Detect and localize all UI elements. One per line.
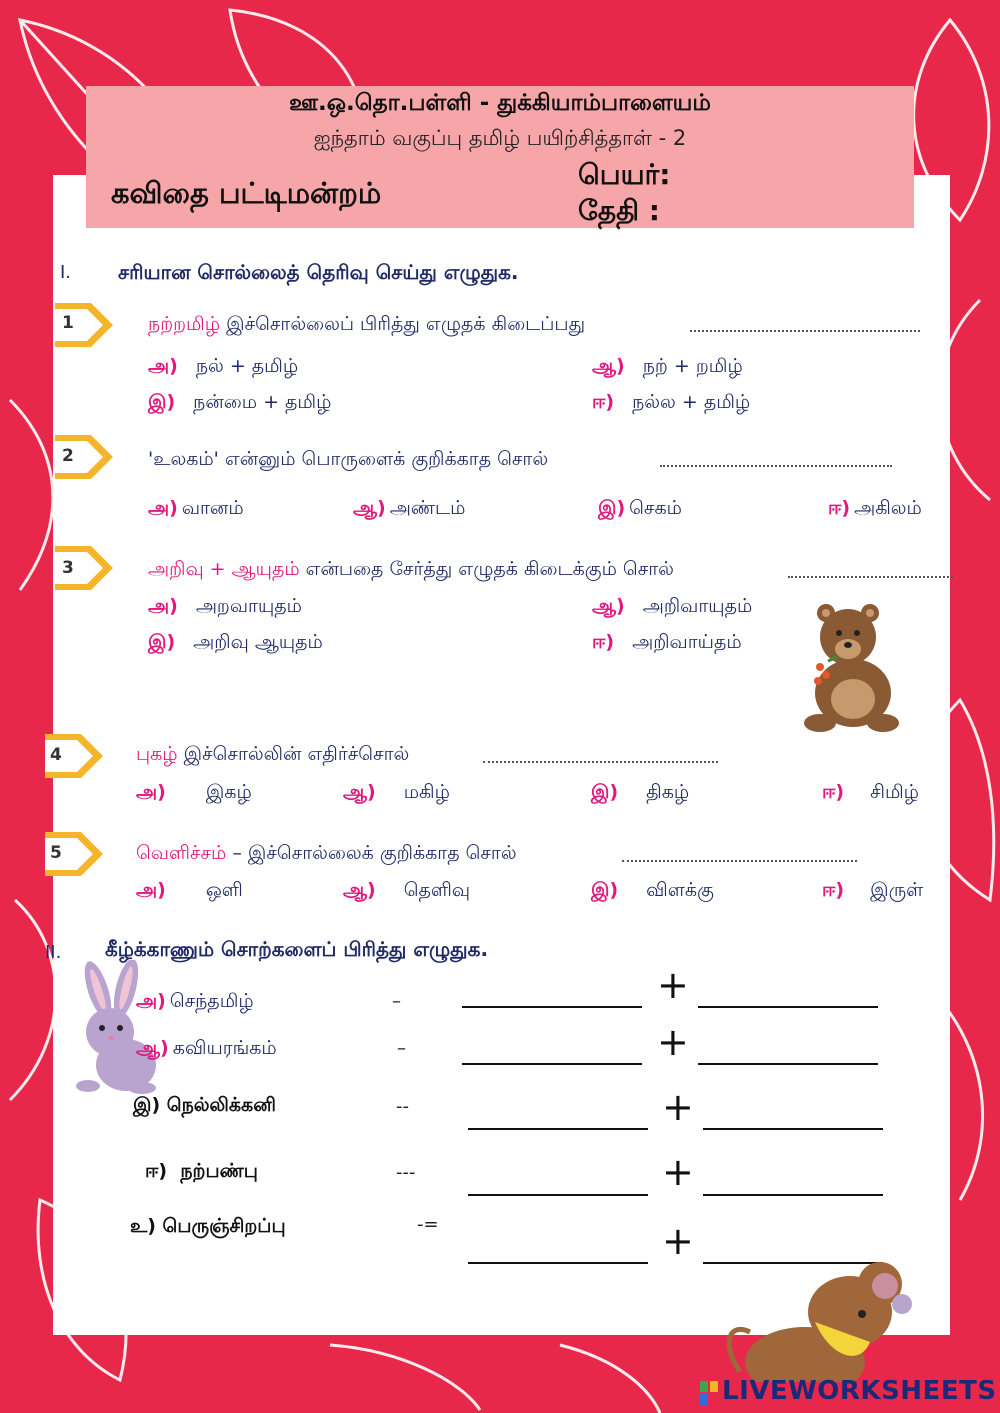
option-label: ஈ) [822, 781, 845, 803]
item-word: கவியரங்கம் [172, 1037, 277, 1059]
option-text: வானம் [181, 497, 244, 519]
rabbit-illustration-icon [68, 960, 160, 1095]
item-label: ஆ) [136, 1037, 169, 1059]
item-label: ஈ) [145, 1160, 168, 1182]
option-text: இருள் [870, 879, 924, 901]
option-text: அறிவாயுதம் [642, 595, 753, 617]
option-text: அறவாயுதம் [195, 595, 302, 617]
q4-option-d[interactable] [822, 781, 919, 806]
answer-blank-d2[interactable] [703, 1194, 883, 1196]
bear-illustration-icon [798, 595, 906, 735]
option-label: இ) [591, 781, 619, 803]
item-dash: --- [396, 1162, 416, 1183]
option-label: ஈ) [592, 631, 615, 653]
question-4-text [136, 743, 409, 768]
question-body: – இச்சொல்லைக் குறிக்காத சொல் [226, 842, 517, 864]
item-label: அ) [136, 990, 166, 1012]
option-label: ஆ) [592, 355, 625, 377]
option-label: இ) [148, 391, 176, 413]
option-label: ஆ) [592, 595, 625, 617]
option-text: அகிலம் [854, 497, 922, 519]
q3-option-c[interactable] [148, 631, 323, 656]
school-name: ஊ.ஒ.தொ.பள்ளி - துக்கியாம்பாளையம் [289, 90, 711, 116]
answer-blank[interactable] [788, 576, 953, 578]
answer-blank-a1[interactable] [462, 1006, 642, 1008]
option-text: அறிவு ஆயுதம் [193, 631, 323, 653]
answer-blank[interactable] [622, 860, 857, 862]
split-word-c [133, 1094, 276, 1119]
question-number: 5 [50, 843, 62, 863]
option-label: அ) [136, 781, 166, 803]
section2-title: கீழ்க்காணும் சொற்களைப் பிரித்து எழுதுக. [105, 937, 489, 961]
answer-blank-b2[interactable] [698, 1063, 878, 1065]
question-body: 'உலகம்' என்னும் பொருளைக் குறிக்காத சொல் [148, 448, 549, 470]
option-text: தெளிவு [403, 879, 471, 901]
worksheet-subtitle: ஐந்தாம் வகுப்பு தமிழ் பயிற்சித்தாள் - 2 [313, 126, 687, 150]
q4-option-b[interactable] [343, 781, 450, 806]
option-text: நற் + றமிழ் [642, 355, 743, 377]
option-text: திகழ் [646, 781, 690, 803]
option-text: நல்ல + தமிழ் [632, 391, 751, 413]
header-banner [86, 86, 914, 228]
option-text: நன்மை + தமிழ் [193, 391, 332, 413]
item-word: பெருஞ்சிறப்பு [162, 1215, 286, 1237]
q1-option-b[interactable] [592, 355, 743, 380]
q1-option-d[interactable] [592, 391, 750, 416]
option-text: செகம் [629, 497, 682, 519]
split-word-a [136, 990, 254, 1015]
mouse-illustration-icon [720, 1262, 920, 1382]
answer-blank-e1[interactable] [468, 1262, 648, 1264]
q5-option-c[interactable] [591, 879, 714, 904]
split-word-b [136, 1037, 277, 1062]
q3-option-b[interactable] [592, 595, 752, 620]
name-label: பெயர்: [578, 158, 671, 191]
plus-sign: + [657, 963, 689, 1007]
q2-option-b[interactable] [353, 497, 465, 522]
section2-number: II. [45, 942, 62, 963]
option-text: அறிவாய்தம் [632, 631, 742, 653]
option-label: அ) [148, 355, 178, 377]
option-text: மகிழ் [403, 781, 450, 803]
question-body: என்பதை சேர்த்து எழுதக் கிடைக்கும் சொல் [299, 558, 674, 580]
option-label: ஆ) [343, 879, 376, 901]
question-keyword: வெளிச்சம் [136, 842, 227, 864]
q5-option-b[interactable] [343, 879, 470, 904]
question-2-text [148, 448, 548, 473]
date-label: தேதி : [578, 194, 661, 227]
answer-blank-a2[interactable] [698, 1006, 878, 1008]
question-keyword: புகழ் [136, 743, 178, 765]
item-word: நற்பண்பு [180, 1160, 258, 1182]
q5-option-d[interactable] [822, 879, 923, 904]
q4-option-c[interactable] [591, 781, 689, 806]
section1-number: I. [60, 262, 72, 283]
item-dash: – [397, 1038, 406, 1059]
question-body: இச்சொல்லைப் பிரித்து எழுதக் கிடைப்பது [220, 313, 586, 335]
plus-sign: + [662, 1085, 694, 1129]
q2-option-c[interactable] [598, 497, 682, 522]
split-word-d [145, 1160, 258, 1185]
item-word: செந்தமிழ் [169, 990, 254, 1012]
option-label: அ) [148, 595, 178, 617]
q3-option-a[interactable] [148, 595, 302, 620]
question-keyword: அறிவு + ஆயுதம் [148, 558, 300, 580]
question-number: 2 [62, 446, 74, 466]
option-label: ஆ) [343, 781, 376, 803]
plus-sign: + [657, 1020, 689, 1064]
liveworksheets-brand[interactable]: LIVEWORKSHEETS [722, 1376, 997, 1406]
q2-option-d[interactable] [828, 497, 922, 522]
option-text: ஒளி [205, 879, 243, 901]
question-number: 4 [50, 745, 62, 765]
answer-blank-d1[interactable] [468, 1194, 648, 1196]
answer-blank[interactable] [483, 761, 718, 763]
lesson-title: கவிதை பட்டிமன்றம் [111, 176, 382, 210]
q1-option-a[interactable] [148, 355, 298, 380]
item-label: இ) [133, 1094, 161, 1116]
item-word: நெல்லிக்கனி [166, 1094, 276, 1116]
question-body: இச்சொல்லின் எதிர்ச்சொல் [177, 743, 410, 765]
option-text: விளக்கு [646, 879, 714, 901]
answer-blank[interactable] [660, 465, 892, 467]
question-number: 1 [62, 313, 74, 333]
item-dash: -- [396, 1096, 409, 1117]
item-label: உ) [130, 1215, 156, 1237]
q2-option-a[interactable] [148, 497, 244, 522]
question-number: 3 [62, 558, 74, 578]
q1-option-c[interactable] [148, 391, 331, 416]
question-5-text [136, 842, 517, 867]
option-text: இகழ் [205, 781, 252, 803]
section1-title: சரியான சொல்லைத் தெரிவு செய்து எழுதுக. [118, 260, 519, 284]
option-text: அண்டம் [389, 497, 466, 519]
plus-sign: + [662, 1219, 694, 1263]
option-label: ஈ) [822, 879, 845, 901]
option-label: இ) [591, 879, 619, 901]
option-text: சிமிழ் [870, 781, 919, 803]
question-1-text [148, 313, 585, 338]
answer-blank-c2[interactable] [703, 1128, 883, 1130]
option-label: ஈ) [592, 391, 615, 413]
q3-option-d[interactable] [592, 631, 742, 656]
option-label: இ) [598, 497, 626, 519]
question-keyword: நற்றமிழ் [148, 313, 221, 335]
liveworksheets-logo-icon [700, 1381, 718, 1405]
option-label: இ) [148, 631, 176, 653]
q5-option-a[interactable] [136, 879, 243, 904]
option-label: ஈ) [828, 497, 851, 519]
plus-sign: + [662, 1150, 694, 1194]
question-3-text [148, 558, 674, 583]
option-label: அ) [148, 497, 178, 519]
answer-blank-c1[interactable] [468, 1128, 648, 1130]
answer-blank[interactable] [690, 330, 920, 332]
option-label: அ) [136, 879, 166, 901]
option-label: ஆ) [353, 497, 386, 519]
split-word-e [130, 1215, 286, 1240]
q4-option-a[interactable] [136, 781, 252, 806]
option-text: நல் + தமிழ் [195, 355, 299, 377]
item-dash: – [392, 991, 401, 1012]
item-dash: -= [417, 1214, 439, 1235]
answer-blank-b1[interactable] [462, 1063, 642, 1065]
